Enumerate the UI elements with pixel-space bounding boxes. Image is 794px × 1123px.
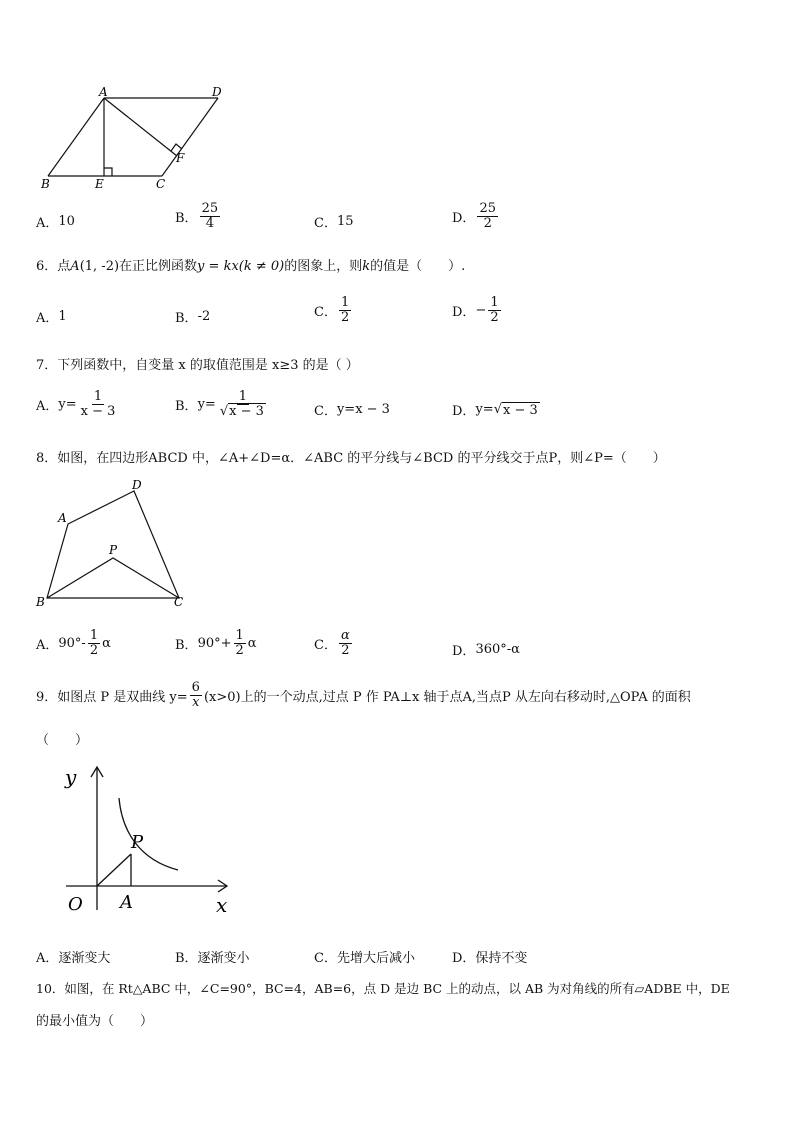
q9-option-d[interactable]: D．保持不变: [452, 951, 528, 966]
q5-label-d: D: [212, 85, 222, 99]
q5-option-d[interactable]: D． $\frac{25}{2}$: [452, 201, 496, 231]
q5-label-c: C: [156, 177, 166, 191]
q6-option-b[interactable]: B． -2: [175, 309, 211, 326]
q10-stem-line1: 10．如图，在 Rt△ABC 中，∠C=90°，BC=4，AB=6，点 D 是边 BC 上的动点，以 AB 为对角线的所有▱ADBE 中，DE: [36, 981, 730, 996]
fraction: $\frac{1}{2}$: [89, 628, 99, 658]
sqrt-symbol: √: [493, 402, 502, 417]
q9-figure: [58, 760, 238, 920]
q10-stem-line2: 的最小值为（ ）: [36, 1014, 154, 1029]
q9-label-o: O: [68, 894, 83, 915]
q9-label-y: y: [65, 765, 77, 789]
q8-label-d: D: [132, 478, 142, 492]
q9-stem-line2: （ ）: [36, 733, 89, 748]
q7-option-c[interactable]: C． y=x − 3: [314, 402, 390, 419]
q5-option-a[interactable]: A． 10: [36, 214, 75, 231]
q5-label-f: F: [176, 151, 185, 165]
q5-label-e: E: [95, 177, 104, 191]
fraction: $\frac{1}{2}$: [490, 295, 499, 325]
q8-option-d[interactable]: D． 360°-α: [452, 642, 520, 659]
q5-label-b: B: [41, 177, 50, 191]
q8-label-b: B: [36, 595, 45, 609]
q8-label-p: P: [109, 543, 118, 557]
q8-label-a: A: [58, 511, 67, 525]
fraction: $\frac{1}{2}$: [235, 628, 244, 658]
q6-stem: 6．点A(1, -2)在正比例函数y = kx(k ≠ 0)的图象上，则k的值是（ ）.: [36, 259, 466, 274]
q5-option-c[interactable]: C． 15: [314, 214, 354, 231]
q8-stem: 8．如图，在四边形ABCD 中，∠A+∠D=α．∠ABC 的平分线与∠BCD 的平分线交于点P，则∠P=（ ）: [36, 451, 666, 466]
q6-option-d[interactable]: D． − $\frac{1}{2}$: [452, 295, 499, 325]
fraction: $\frac{6}{x}$: [191, 680, 200, 710]
fraction: $\frac{25}{2}$: [479, 201, 496, 231]
fraction: $\frac{1}{2}$: [340, 295, 350, 325]
q8-label-c: C: [174, 595, 184, 609]
fraction: $\frac{\alpha}{2}$: [340, 628, 350, 658]
q5-figure: [36, 84, 236, 192]
q9-label-x: x: [216, 893, 228, 917]
sqrt-symbol: √: [219, 403, 229, 419]
q8-option-b[interactable]: B． 90°+ $\frac{1}{2}$ α: [175, 628, 257, 658]
q7-option-d[interactable]: D． y= √ x − 3: [452, 402, 538, 419]
q7-option-b[interactable]: B． y= $\frac{1}{√x - 3}$: [175, 390, 270, 418]
q9-option-c[interactable]: C．先增大后减小: [314, 951, 415, 966]
fraction: $\frac{1}{x - 3}$: [80, 389, 116, 419]
q5-option-b[interactable]: B． $\frac{25}{4}$: [175, 201, 219, 231]
q9-option-b[interactable]: B．逐渐变小: [175, 951, 250, 966]
q9-stem: 9．如图点 P 是双曲线 y= $\frac{6}{x}$ (x>0)上的一个动点,过点 P 作 PA⊥x 轴于点A,当点P 从左向右移动时,△OPA 的面积: [36, 680, 691, 710]
q5-label-a: A: [99, 85, 108, 99]
q6-option-a[interactable]: A． 1: [36, 309, 67, 326]
fraction: $\frac{1}{√x - 3}$: [219, 389, 264, 419]
q6-option-c[interactable]: C． $\frac{1}{2}$: [314, 295, 350, 325]
q9-label-p: P: [131, 832, 144, 853]
q8-figure: [34, 476, 194, 610]
q7-option-a[interactable]: A． y= $\frac{1}{x - 3}$: [36, 389, 116, 419]
q8-option-c[interactable]: C． $\frac{\alpha}{2}$: [314, 628, 350, 658]
fraction: $\frac{25}{4}$: [201, 201, 219, 231]
q9-label-a: A: [120, 892, 133, 913]
q8-option-a[interactable]: A． 90°- $\frac{1}{2}$ α: [36, 628, 111, 658]
q7-stem: 7．下列函数中，自变量 x 的取值范围是 x≥3 的是（ ）: [36, 358, 359, 373]
q9-option-a[interactable]: A．逐渐变大: [36, 951, 111, 966]
